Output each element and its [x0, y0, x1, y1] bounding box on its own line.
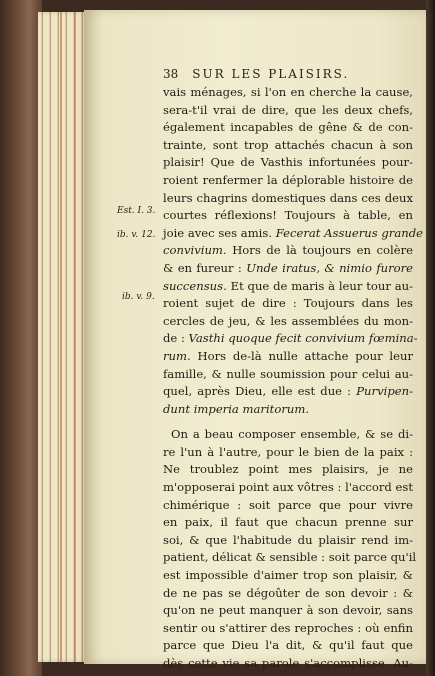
text-span: & en fureur :: [163, 260, 242, 275]
text-line: également incapables de gêne & de con-: [163, 120, 413, 135]
text-line: Ne troublez point mes plaisirs, je ne: [163, 462, 413, 477]
page-stack-edges: [38, 12, 86, 662]
text-line: est impossible d'aimer trop son plaisir, &: [163, 568, 413, 583]
text-line: [163, 242, 413, 260]
running-title: SUR LES PLAISIRS.: [192, 67, 350, 81]
latin-quote: Unde iratus, & nimio furore: [241, 260, 414, 275]
text-line: plaisir! Que de Vasthis infortunées pour-: [163, 155, 413, 170]
text-line: dès cette vie sa parole s'accomplisse. Au-: [163, 656, 413, 670]
margin-note: ib. v. 12.: [117, 230, 156, 240]
latin-quote: Purvipen-: [351, 384, 413, 399]
latin-quote: Fecerat Assuerus grande: [272, 225, 424, 240]
text-line: [163, 260, 413, 278]
text-line: sera-t'il vrai de dire, que les deux chefs,: [163, 102, 413, 117]
text-line: roient renfermer la déplorable histoire de: [163, 172, 413, 187]
text-line: leurs chagrins domestiques dans ces deux: [163, 190, 413, 205]
text-line: en paix, il faut que chacun prenne sur: [163, 515, 413, 530]
page-edge-line: [74, 12, 76, 662]
latin-quote: succensus.: [163, 278, 227, 293]
margin-note: ib. v. 9.: [122, 292, 155, 302]
text-line: patient, délicat & sensible : soit parce qu'il: [163, 550, 417, 565]
text-line: parce que Dieu l'a dit, & qu'il faut que: [163, 638, 413, 653]
text-line: soi, & que l'habitude du plaisir rend im-: [163, 532, 413, 547]
text-line: [163, 330, 418, 348]
latin-quote: Vasthi quoque fecit convivium fœmina-: [184, 331, 418, 346]
book-binding: [0, 0, 42, 676]
text-line: [163, 383, 413, 401]
text-line: re l'un à l'autre, pour le bien de la paix :: [163, 444, 413, 459]
running-header: [163, 67, 393, 81]
text-span: Et que de maris à leur tour au-: [226, 278, 413, 293]
text-line: courtes réflexions! Toujours à table, en: [163, 208, 413, 223]
page-number: 38: [163, 67, 179, 81]
text-line: trainte, sont trop attachés chacun à son: [163, 137, 413, 152]
right-shadow-edge: [426, 0, 435, 676]
text-line: chimérique : soit parce que pour vivre: [163, 497, 413, 512]
page-edge-line: [60, 12, 62, 662]
text-line: [163, 278, 413, 296]
text-line: m'opposerai point aux vôtres : l'accord est: [163, 480, 413, 495]
text-span: quel, après Dieu, elle est due :: [163, 384, 352, 399]
text-span: On a beau composer ensemble, & se di-: [171, 427, 413, 442]
text-line: cercles de jeu, & les assemblées du mon-: [163, 313, 413, 328]
latin-quote: dunt imperia maritorum.: [163, 401, 310, 416]
text-line: [163, 348, 413, 366]
text-line: vais ménages, si l'on en cherche la cause,: [163, 85, 413, 99]
text-line: [163, 225, 424, 243]
text-line: roient sujet de dire : Toujours dans les: [163, 296, 413, 311]
text-span: de :: [163, 331, 185, 346]
latin-quote: convivium.: [163, 243, 227, 258]
body-text: [163, 84, 424, 673]
text-line: famille, & nulle soumission pour celui au-: [163, 366, 413, 381]
text-line: sentir ou s'attirer des reproches : où enfin: [163, 620, 413, 635]
text-line: [163, 401, 413, 419]
text-span: Hors de-là nulle attache pour leur: [190, 348, 413, 363]
text-line: de ne pas se dégoûter de son devoir : &: [163, 585, 413, 600]
text-line: qu'on ne peut manquer à son devoir, sans: [163, 603, 413, 618]
latin-quote: rum.: [163, 348, 191, 363]
margin-note: Est. I. 3.: [117, 206, 156, 216]
text-line: [163, 426, 413, 444]
text-span: Hors de là toujours en colère: [226, 243, 413, 258]
text-span: joie avec ses amis.: [163, 225, 273, 240]
